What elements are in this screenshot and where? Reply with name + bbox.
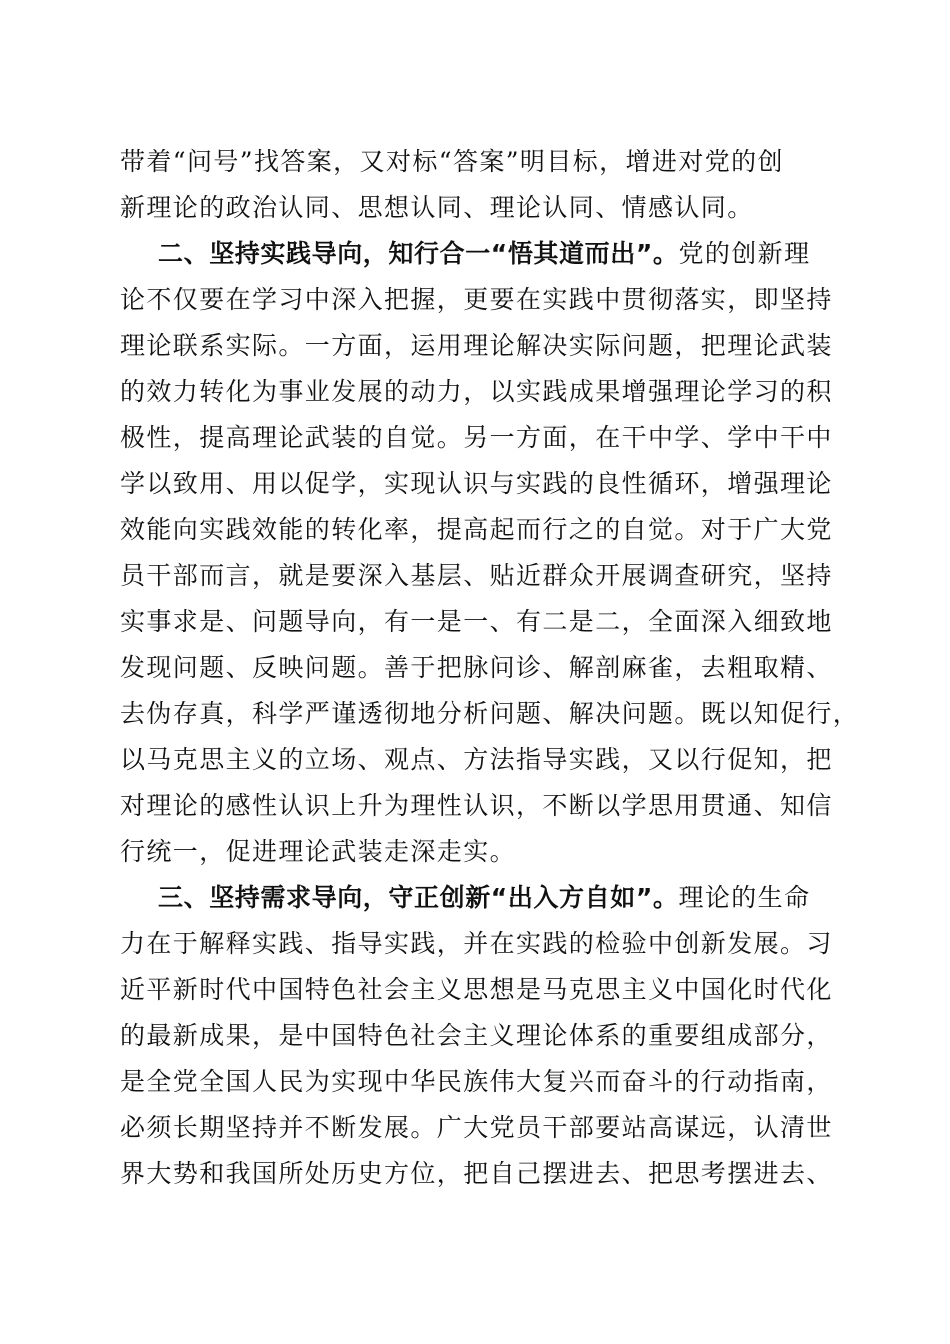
text-line: 以马克思主义的立场、观点、方法指导实践，又以行促知，把 <box>120 745 833 774</box>
text-line: 是全党全国人民为实现中华民族伟大复兴而奋斗的行动指南， <box>120 1067 833 1096</box>
text-line: 员干部而言，就是要深入基层、贴近群众开展调查研究，坚持 <box>120 561 833 590</box>
text-run: 理论的生命 <box>678 883 811 912</box>
text-line: 极性，提高理论武装的自觉。另一方面，在干中学、学中干中 <box>120 423 833 452</box>
text-line: 力在于解释实践、指导实践，并在实践的检验中创新发展。习 <box>120 929 833 958</box>
section-heading: 二、坚持实践导向，知行合一“悟其道而出”。 <box>158 239 679 268</box>
text-line: 实事求是、问题导向，有一是一、有二是二，全面深入细致地 <box>120 607 833 636</box>
text-line: 对理论的感性认识上升为理性认识，不断以学思用贯通、知信 <box>120 791 833 820</box>
text-line: 的效力转化为事业发展的动力，以实践成果增强理论学习的积 <box>120 377 833 406</box>
text-line: 效能向实践效能的转化率，提高起而行之的自觉。对于广大党 <box>120 515 833 544</box>
text-line: 必须长期坚持并不断发展。广大党员干部要站高谋远，认清世 <box>120 1113 833 1142</box>
text-line: 的最新成果，是中国特色社会主义理论体系的重要组成部分， <box>120 1021 833 1050</box>
text-line: 学以致用、用以促学，实现认识与实践的良性循环，增强理论 <box>120 469 833 498</box>
text-line: 带着“问号”找答案，又对标“答案”明目标，增进对党的创 <box>120 147 784 176</box>
section-heading-line <box>158 234 832 274</box>
text-line: 理论联系实际。一方面，运用理论解决实际问题，把理论武装 <box>120 331 833 360</box>
text-line: 行统一，促进理论武装走深走实。 <box>120 837 517 866</box>
section-heading-line <box>158 878 832 918</box>
text-line: 去伪存真，科学严谨透彻地分析问题、解决问题。既以知促行， <box>120 699 860 728</box>
text-line: 发现问题、反映问题。善于把脉问诊、解剖麻雀，去粗取精、 <box>120 653 833 682</box>
section-heading: 三、坚持需求导向，守正创新“出入方自如”。 <box>158 883 679 912</box>
text-line: 界大势和我国所处历史方位，把自己摆进去、把思考摆进去、 <box>120 1159 833 1188</box>
text-line: 近平新时代中国特色社会主义思想是马克思主义中国化时代化 <box>120 975 833 1004</box>
text-run: 党的创新理 <box>678 239 811 268</box>
text-line: 论不仅要在学习中深入把握，更要在实践中贯彻落实，即坚持 <box>120 285 833 314</box>
text-line: 新理论的政治认同、思想认同、理论认同、情感认同。 <box>120 193 754 222</box>
